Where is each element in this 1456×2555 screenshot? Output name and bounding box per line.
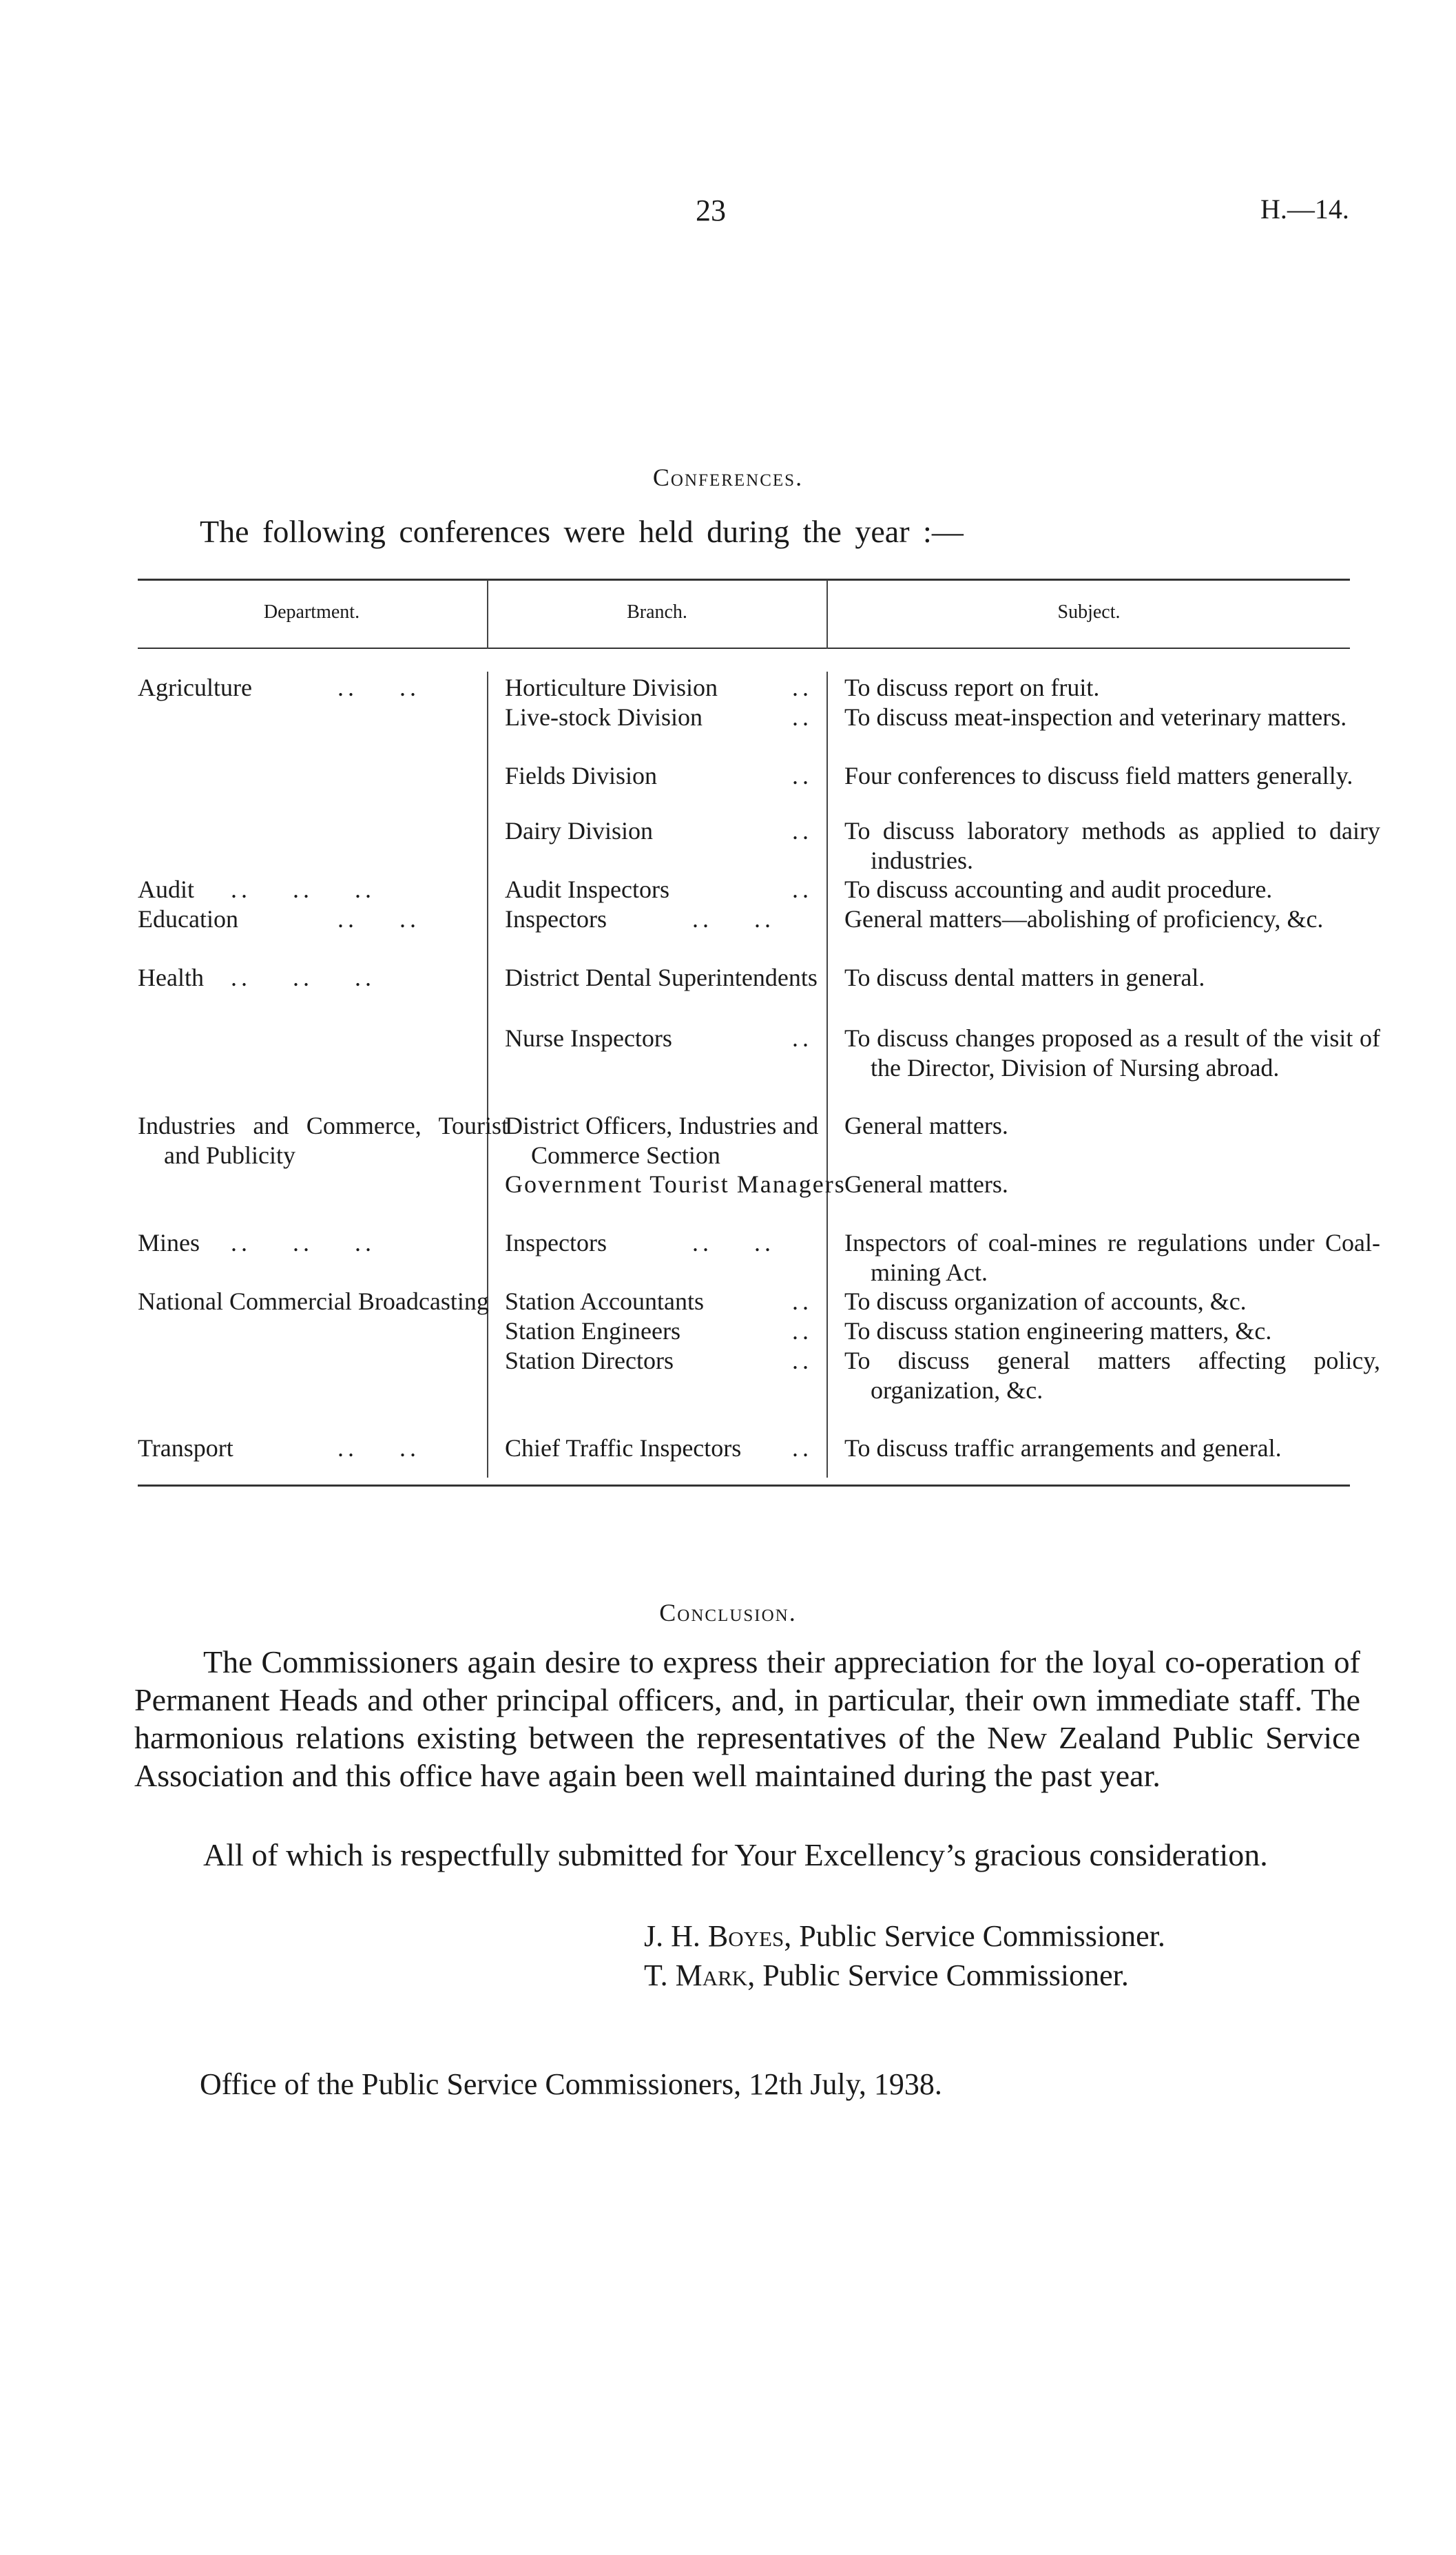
leader-dots: .. .. bbox=[337, 1434, 420, 1462]
department-cell: Education bbox=[138, 905, 238, 933]
leader-dots: .. bbox=[792, 876, 813, 903]
subject-cell: To discuss laboratory methods as applied to dairy industries. bbox=[844, 817, 1380, 874]
column-divider bbox=[826, 672, 828, 1478]
subject-cell: To discuss organization of accounts, &c. bbox=[844, 1287, 1247, 1315]
office-date-line: Office of the Public Service Commissioners, 12th July, 1938. bbox=[200, 2067, 942, 2101]
signatory-surname: Boyes bbox=[707, 1919, 784, 1953]
subject-cell: To discuss report on fruit. bbox=[844, 674, 1100, 701]
page-number: 23 bbox=[696, 194, 726, 227]
branch-cell: Station Directors bbox=[505, 1347, 674, 1374]
department-cell: Audit bbox=[138, 876, 195, 903]
branch-cell: District Dental Superintendents bbox=[505, 964, 818, 991]
leader-dots: .. bbox=[792, 762, 813, 789]
leader-dots: .. bbox=[792, 674, 813, 701]
subject-cell: To discuss accounting and audit procedure. bbox=[844, 876, 1273, 903]
leader-dots: .. .. .. bbox=[231, 1229, 375, 1256]
leader-dots: .. bbox=[792, 1024, 813, 1052]
conferences-title: Conferences. bbox=[652, 464, 804, 491]
branch-cell: Government Tourist Managers bbox=[505, 1170, 846, 1198]
department-cell: Agriculture bbox=[138, 674, 252, 701]
leader-dots: .. .. bbox=[337, 905, 420, 933]
subject-cell: General matters—abolishing of proficiency, &c. bbox=[844, 905, 1324, 933]
subject-cell: To discuss dental matters in general. bbox=[844, 964, 1205, 991]
signature-line bbox=[644, 1918, 1165, 1954]
leader-dots: .. .. .. bbox=[231, 964, 375, 991]
branch-cell: Station Accountants bbox=[505, 1287, 704, 1315]
subject-cell: To discuss traffic arrangements and general. bbox=[844, 1434, 1282, 1462]
department-cell: Transport bbox=[138, 1434, 233, 1462]
signatory-surname: Mark bbox=[675, 1958, 748, 1992]
conferences-intro: The following conferences were held during the year :— bbox=[200, 514, 964, 549]
column-divider bbox=[487, 672, 488, 1478]
table-top-rule bbox=[138, 579, 1350, 581]
branch-cell: Inspectors bbox=[505, 905, 607, 933]
header-bottom-rule bbox=[138, 648, 1350, 649]
leader-dots: .. .. bbox=[692, 905, 775, 933]
branch-cell: Fields Division bbox=[505, 762, 658, 789]
branch-cell: District Officers, Industries and Commerce Section bbox=[505, 1112, 819, 1169]
branch-cell: Inspectors bbox=[505, 1229, 607, 1256]
branch-cell: Audit Inspectors bbox=[505, 876, 669, 903]
subject-cell: General matters. bbox=[844, 1170, 1008, 1198]
subject-cell: Inspectors of coal-mines re regulations under Coal-mining Act. bbox=[844, 1229, 1380, 1286]
branch-cell: Live-stock Division bbox=[505, 703, 703, 731]
subject-cell: To discuss general matters affecting policy, organization, &c. bbox=[844, 1347, 1380, 1404]
column-header-department: Department. bbox=[263, 601, 360, 623]
subject-cell: General matters. bbox=[844, 1112, 1008, 1139]
column-header-branch: Branch. bbox=[627, 601, 687, 623]
signatory-title: , Public Service Commissioner. bbox=[784, 1919, 1165, 1953]
table-bottom-rule bbox=[138, 1485, 1350, 1487]
department-cell: Industries and Commerce, Tourist and Publicity bbox=[138, 1112, 508, 1169]
leader-dots: .. .. bbox=[337, 674, 420, 701]
leader-dots: .. bbox=[792, 1434, 813, 1462]
signature-line bbox=[644, 1958, 1129, 1993]
signatory-initials: T. bbox=[644, 1958, 668, 1992]
leader-dots: .. bbox=[792, 703, 813, 731]
department-cell: Health bbox=[138, 964, 204, 991]
department-cell: National Commercial Broadcasting bbox=[138, 1287, 489, 1315]
department-cell: Mines bbox=[138, 1229, 200, 1256]
submission-paragraph: All of which is respectfully submitted for Your Excellency’s gracious consideration. bbox=[203, 1837, 1268, 1872]
branch-cell: Chief Traffic Inspectors bbox=[505, 1434, 742, 1462]
signatory-title: , Public Service Commissioner. bbox=[747, 1958, 1129, 1992]
conclusion-title: Conclusion. bbox=[659, 1599, 797, 1626]
leader-dots: .. .. .. bbox=[231, 876, 375, 903]
branch-cell: Nurse Inspectors bbox=[505, 1024, 672, 1052]
signatory-initials: J. H. bbox=[644, 1919, 700, 1953]
leader-dots: .. bbox=[792, 1317, 813, 1345]
leader-dots: .. bbox=[792, 1287, 813, 1315]
leader-dots: .. bbox=[792, 1347, 813, 1374]
leader-dots: .. .. bbox=[692, 1229, 775, 1256]
subject-cell: To discuss station engineering matters, &c. bbox=[844, 1317, 1272, 1345]
branch-cell: Dairy Division bbox=[505, 817, 653, 845]
branch-cell: Station Engineers bbox=[505, 1317, 680, 1345]
page-reference: H.—14. bbox=[1260, 194, 1349, 225]
branch-cell: Horticulture Division bbox=[505, 674, 718, 701]
subject-cell: To discuss changes proposed as a result of the visit of the Director, Division of Nursing abroad. bbox=[844, 1024, 1380, 1082]
subject-cell: Four conferences to discuss field matters generally. bbox=[844, 762, 1353, 789]
column-header-subject: Subject. bbox=[1057, 601, 1121, 623]
leader-dots: .. bbox=[792, 817, 813, 845]
conclusion-paragraph: The Commissioners again desire to express their appreciation for the loyal co-operation of Permanent Heads and other principal officers, and, in particular, their own immediate staff. The harmonious relations existing between the representatives of the New Zealand Public Service Association and this office have again been well maintained during the past year. bbox=[134, 1644, 1360, 1793]
subject-cell: To discuss meat-inspection and veterinary matters. bbox=[844, 703, 1347, 731]
